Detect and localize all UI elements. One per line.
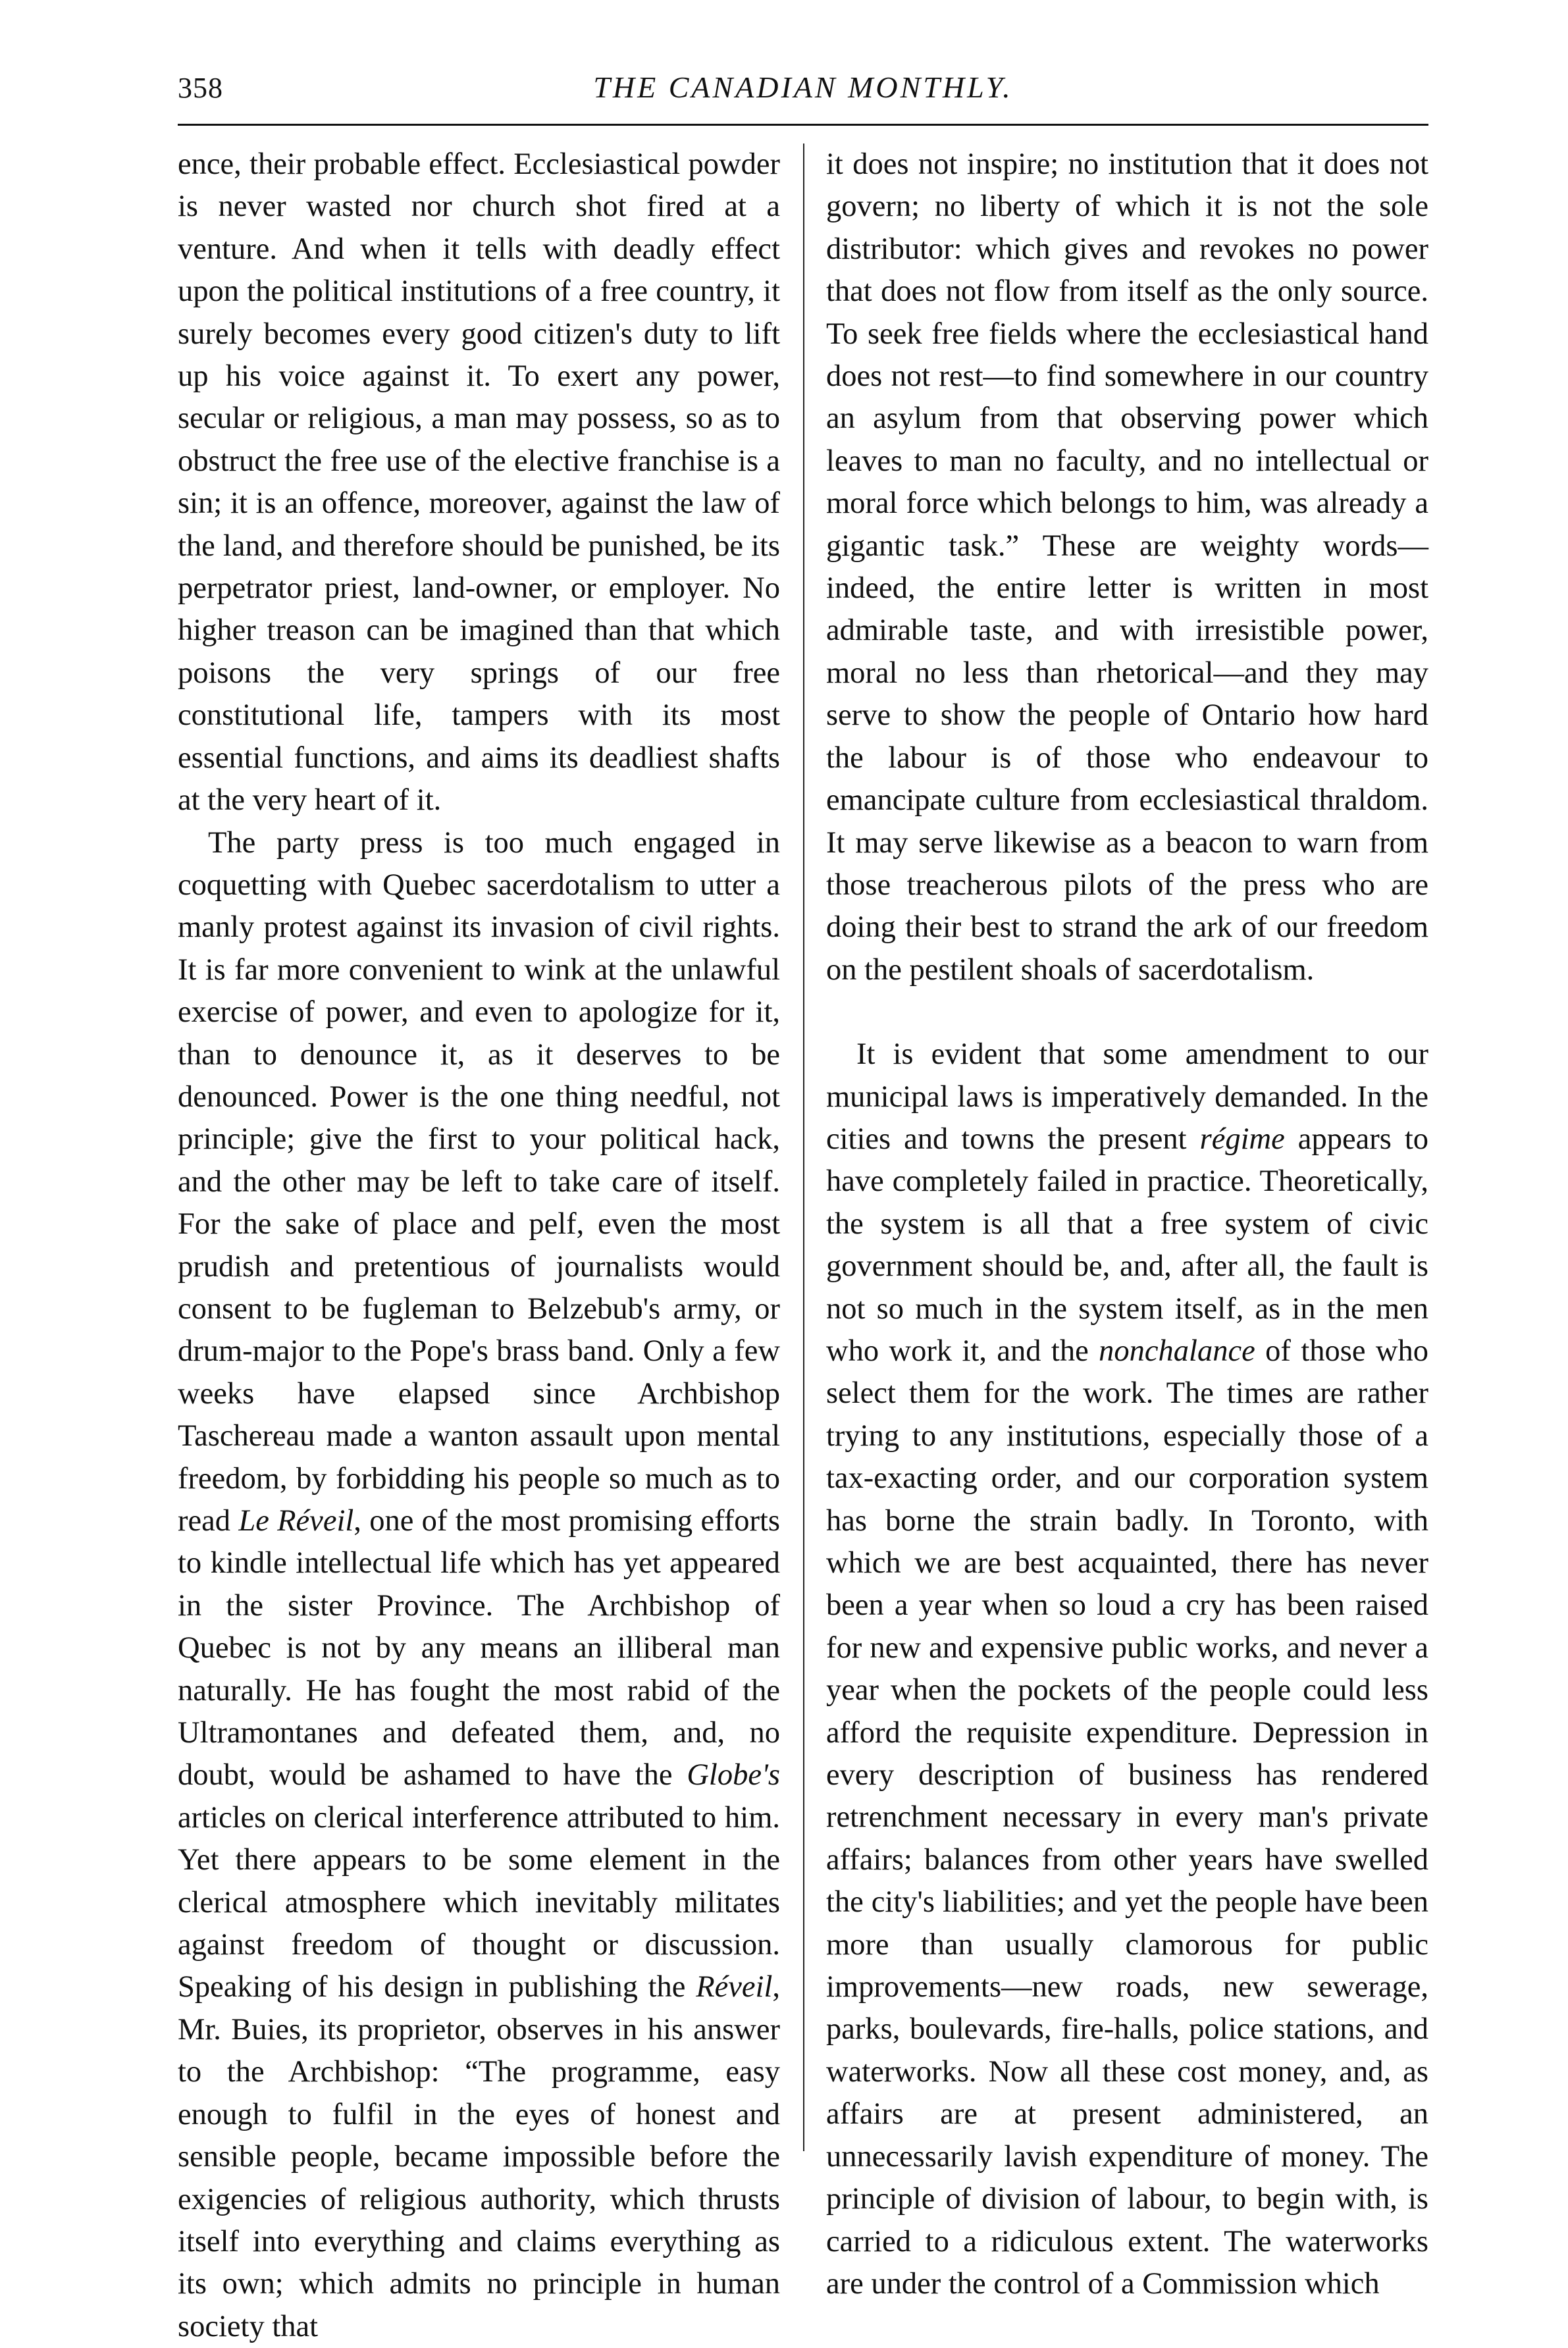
text-run: It is evident that some amendment to our municipal laws is imperatively demanded. In the cities and towns the present <box>826 1037 1428 1156</box>
page-number: 358 <box>178 71 223 105</box>
text-columns <box>178 143 1428 2164</box>
column-divider <box>803 143 804 2151</box>
text-run: articles on clerical interference attributed to him. Yet there appears to be some element in the clerical atmosphere which inevitably militates against freedom of thought or discussion. Speaking of his design in publishing the <box>178 1801 780 2004</box>
italic-term: régime <box>1200 1122 1285 1156</box>
italic-title: Le Réveil <box>238 1504 353 1538</box>
text-run: of those who select them for the work. The times are rather trying to any institutions, especially those of a tax-exacting order, and our corporation system has borne the strain badly. In Toronto, with which we are best acquainted, there has never been a year when so loud a cry has been raised for new and expensive public works, and never a year when the pockets of the people could less afford the requisite expenditure. Depression in every description of business has rendered retrenchment necessary in every man's private affairs; balances from other years have swelled the city's liabilities; and yet the people have been more than usually clamorous for public improvements—new roads, new sewerage, parks, boulevards, fire-halls, police stations, and waterworks. Now all these cost money, and, as affairs are at present administered, an unnecessarily lavish expenditure of money. The principle of division of labour, to begin with, is carried to a ridiculous extent. The waterworks are under the control of a Commission which <box>826 1334 1428 2301</box>
italic-title: Réveil <box>696 1970 772 2004</box>
paragraph <box>178 822 780 2348</box>
paragraph: it does not inspire; no institution that it does not govern; no liberty of which it is not the sole distributor: which gives and revokes no power that does not flow from itself as the only source. To seek free fields where the ecclesiastical hand does not rest—to find somewhere in our country an asylum from that observing power which leaves to man no faculty, and no intellectual or moral force which belongs to him, was already a gigantic task.” These are weighty words—indeed, the entire letter is written in most admirable taste, and with irresistible power, moral no less than rhetorical—and they may serve to show the people of Ontario how hard the labour is of those who endeavour to emancipate culture from ecclesiastical thraldom. It may serve likewise as a beacon to warn from those treacherous pilots of the press who are doing their best to strand the ark of our freedom on the pestilent shoals of sacerdotalism. <box>826 143 1428 991</box>
running-title: THE CANADIAN MONTHLY. <box>178 70 1428 105</box>
italic-title: Globe's <box>687 1758 780 1792</box>
page <box>178 66 1428 2159</box>
italic-term: nonchalance <box>1099 1334 1255 1368</box>
right-column <box>826 143 1428 2305</box>
left-column <box>178 143 780 2348</box>
header-rule <box>178 124 1428 126</box>
paragraph: ence, their probable effect. Ecclesiastical powder is never wasted nor church shot fired at a venture. And when it tells with deadly effect upon the political institutions of a free country, it surely becomes every good citizen's duty to lift up his voice against it. To exert any power, secular or religious, a man may possess, so as to obstruct the free use of the elective franchise is a sin; it is an offence, moreover, against the law of the land, and therefore should be punished, be its perpetrator priest, land-owner, or employer. No higher treason can be imagined than that which poisons the very springs of our free constitutional life, tampers with its most essential functions, and aims its deadliest shafts at the very heart of it. <box>178 143 780 822</box>
text-run: , one of the most promising efforts to kindle intellectual life which has yet appeared in the sister Province. The Archbishop of Quebec is not by any means an illiberal man naturally. He has fought the most rabid of the Ultramontanes and defeated them, and, no doubt, would be ashamed to have the <box>178 1504 780 1792</box>
text-run: , Mr. Buies, its proprietor, observes in his answer to the Archbishop: “The programme, easy enough to fulfil in the eyes of honest and sensible people, became impossible before the exigencies of religious authority, which thrusts itself into everything and claims everything as its own; which admits no principle in human society that <box>178 1970 780 2343</box>
text-run: appears to have completely failed in practice. Theoretically, the system is all that a free system of civic government should be, and, after all, the fault is not so much in the system itself, as in the men who work it, and the <box>826 1122 1428 1368</box>
paragraph <box>826 1033 1428 2305</box>
text-run: The party press is too much engaged in coquetting with Quebec sacerdotalism to utter a manly protest against its invasion of civil rights. It is far more convenient to wink at the unlawful exercise of power, and even to apologize for it, than to denounce it, as it deserves to be denounced. Power is the one thing needful, not principle; give the first to your political hack, and the other may be left to take care of itself. For the sake of place and pelf, even the most prudish and pretentious of journalists would consent to be fugleman to Belzebub's army, or drum-major to the Pope's brass band. Only a few weeks have elapsed since Archbishop Taschereau made a wanton assault upon mental freedom, by forbidding his people so much as to read <box>178 826 780 1538</box>
page-header <box>178 66 1428 118</box>
